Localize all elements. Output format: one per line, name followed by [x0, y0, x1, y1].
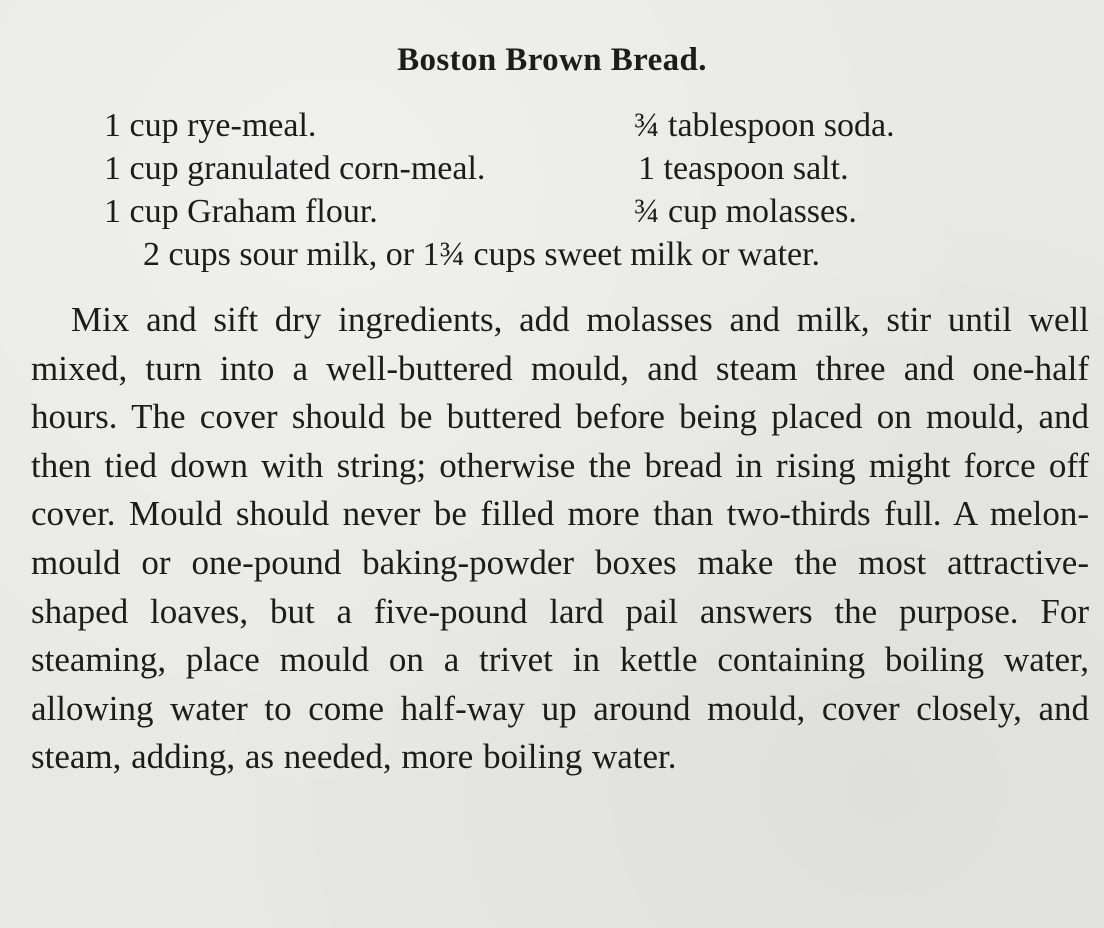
recipe-title: Boston Brown Bread.: [397, 42, 707, 78]
ingredient-rye-meal: 1 cup rye-meal.: [104, 107, 317, 144]
ingredient-row: [0, 233, 1104, 276]
ingredient-row: [0, 147, 1104, 190]
ingredient-salt: 1 teaspoon salt.: [638, 150, 849, 187]
ingredient-molasses: ¾ cup molasses.: [634, 193, 857, 230]
recipe-instructions: Mix and sift dry ingredients, add molasses and milk, stir until well mixed, turn into a well-buttered mould, and steam three and one-half hours. The cover should be buttered before being placed on mould, and then tied down with string; otherwise the bread in rising might force off cover. Mould should never be filled more than two-thirds full. A melon-mould or one-pound baking-powder boxes make the most attractive-shaped loaves, but a five-pound lard pail answers the purpose. For steaming, place mould on a trivet in kettle containing boiling water, allowing water to come half-way up around mould, cover closely, and steam, adding, as needed, more boiling water.: [31, 300, 1089, 777]
ingredient-row: [0, 104, 1104, 147]
ingredient-milk: 2 cups sour milk, or 1¾ cups sweet milk or water.: [143, 236, 821, 273]
ingredient-graham-flour: 1 cup Graham flour.: [104, 193, 378, 230]
ingredient-corn-meal: 1 cup granulated corn-meal.: [104, 150, 486, 187]
ingredient-list: [0, 104, 1104, 276]
ingredient-soda: ¾ tablespoon soda.: [634, 107, 895, 144]
ingredient-row: [0, 190, 1104, 233]
